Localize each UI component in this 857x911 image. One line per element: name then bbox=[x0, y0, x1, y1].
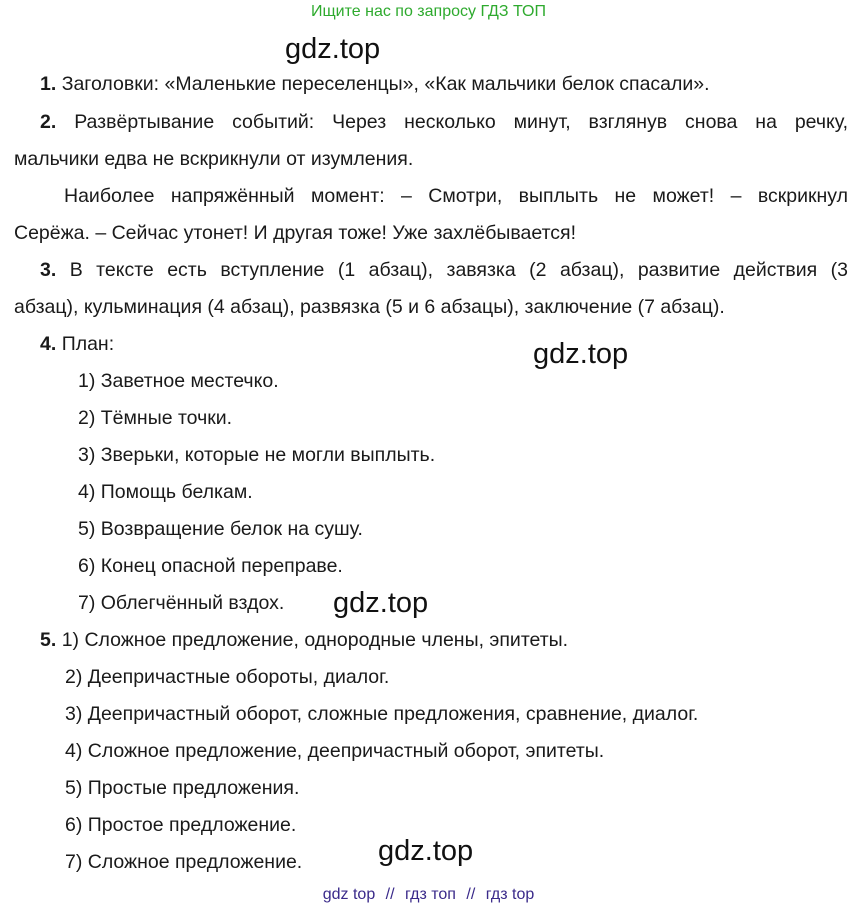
footer-watermark bbox=[0, 886, 857, 904]
answer-5-line: 6) Простое предложение. bbox=[65, 814, 297, 836]
plan-item: 2) Тёмные точки. bbox=[78, 407, 233, 429]
answer-text: Заголовки: «Маленькие переселенцы», «Как мальчики белок спасали». bbox=[61, 73, 710, 95]
plan-item: 5) Возвращение белок на сушу. bbox=[78, 518, 363, 540]
watermark: gdz.top bbox=[285, 33, 381, 65]
answer-3-line-1 bbox=[40, 261, 848, 281]
watermark: gdz.top bbox=[533, 338, 629, 370]
answer-5-line: 3) Деепричастный оборот, сложные предложения, сравнение, диалог. bbox=[65, 703, 699, 725]
footer-text: gdz top bbox=[322, 886, 376, 903]
footer-text: гдз топ bbox=[405, 886, 456, 903]
plan-item: 4) Помощь белкам. bbox=[78, 481, 253, 503]
plan-item: 7) Облегчённый вздох. bbox=[78, 592, 285, 614]
footer-separator: // bbox=[385, 886, 395, 903]
answer-text: Серёжа. – Сейчас утонет! И другая тоже! Уже захлёбывается! bbox=[14, 222, 577, 244]
watermark: gdz.top bbox=[333, 587, 429, 619]
plan-item: 3) Зверьки, которые не могли выплыть. bbox=[78, 444, 436, 466]
answer-5-line: 5) Простые предложения. bbox=[65, 777, 300, 799]
plan-item: 6) Конец опасной переправе. bbox=[78, 555, 343, 577]
answer-text: Наиболее напряжённый момент: – Смотри, выплыть не может! – вскрикнул bbox=[64, 185, 848, 207]
answer-5-line-1 bbox=[40, 631, 568, 651]
answer-text: 1) Сложное предложение, однородные члены, эпитеты. bbox=[61, 629, 569, 651]
answer-2-line-4 bbox=[14, 224, 576, 244]
answer-5-line: 7) Сложное предложение. bbox=[65, 851, 303, 873]
answer-4-heading bbox=[40, 335, 114, 355]
answer-text: Развёртывание событий: Через несколько минут, взглянув снова на речку, bbox=[74, 111, 849, 133]
item-number: 1. bbox=[40, 73, 57, 95]
footer-separator: // bbox=[466, 886, 476, 903]
answer-2-line-3 bbox=[64, 187, 848, 207]
footer-text: гдз top bbox=[485, 886, 535, 903]
item-number: 2. bbox=[40, 111, 57, 133]
watermark: gdz.top bbox=[378, 835, 474, 867]
plan-label: План: bbox=[61, 333, 115, 355]
answer-text: В тексте есть вступление (1 абзац), завязка (2 абзац), развитие действия (3 bbox=[69, 259, 848, 281]
item-number: 5. bbox=[40, 629, 57, 651]
answer-3-line-2 bbox=[14, 298, 725, 318]
item-number: 4. bbox=[40, 333, 57, 355]
plan-item: 1) Заветное местечко. bbox=[78, 370, 279, 392]
answer-text: мальчики едва не вскрикнули от изумления. bbox=[14, 148, 414, 170]
search-hint-link[interactable]: Ищите нас по запросу ГДЗ ТОП bbox=[311, 3, 546, 20]
item-number: 3. bbox=[40, 259, 57, 281]
answer-2-line-2 bbox=[14, 150, 413, 170]
answer-text: абзац), кульминация (4 абзац), развязка (5 и 6 абзацы), заключение (7 абзац). bbox=[14, 296, 725, 318]
answer-5-line: 2) Деепричастные обороты, диалог. bbox=[65, 666, 390, 688]
answer-2-line-1 bbox=[40, 113, 848, 133]
answer-5-line: 4) Сложное предложение, деепричастный оборот, эпитеты. bbox=[65, 740, 605, 762]
answer-1 bbox=[40, 75, 710, 95]
